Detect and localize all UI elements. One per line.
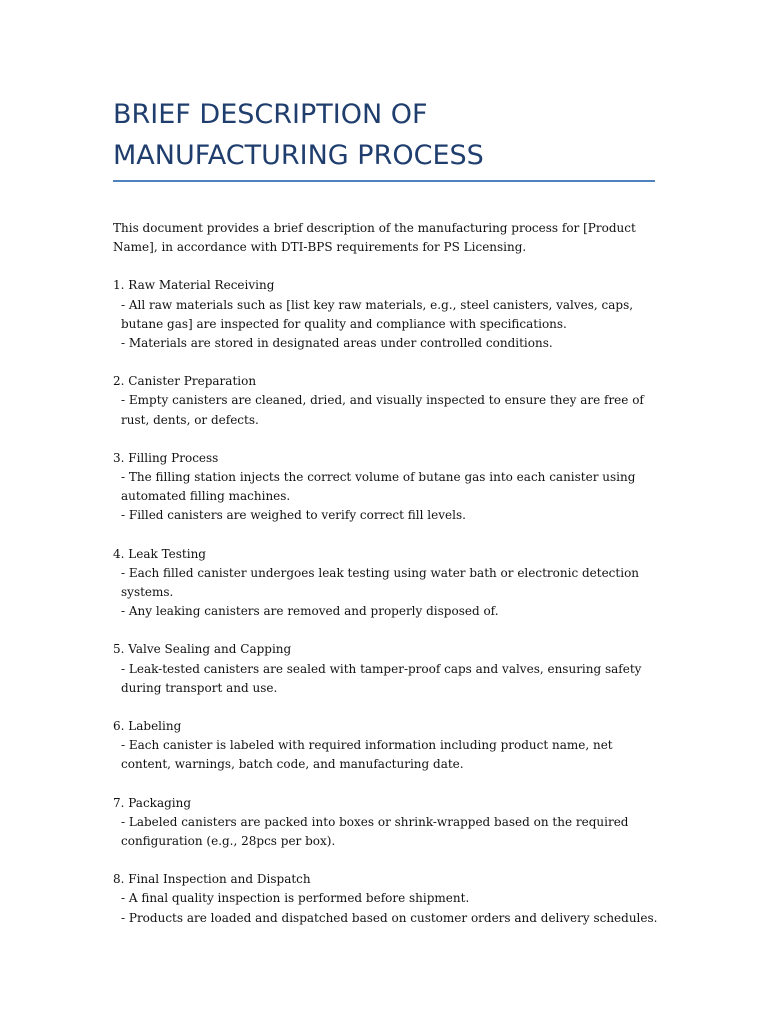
section-raw-material-receiving xyxy=(113,276,658,353)
section-item: - Materials are stored in designated areas under controlled conditions. xyxy=(121,336,553,351)
section-leak-testing xyxy=(113,545,658,622)
section-canister-preparation xyxy=(113,372,658,430)
intro-paragraph: This document provides a brief description of the manufacturing process for [Product Name], in accordance with DTI-BPS requirements for PS Licensing. xyxy=(113,221,636,255)
section-item: - A final quality inspection is performed before shipment. xyxy=(121,891,470,906)
section-item: - Leak-tested canisters are sealed with tamper-proof caps and valves, ensuring safety during transport and use. xyxy=(121,661,642,695)
section-item: - The filling station injects the correct volume of butane gas into each canister using automated filling machines. xyxy=(121,470,636,504)
section-heading: 6. Labeling xyxy=(113,719,182,734)
section-heading: 7. Packaging xyxy=(113,795,192,810)
title-line-2: MANUFACTURING PROCESS xyxy=(113,140,484,171)
section-item: - Labeled canisters are packed into boxes or shrink-wrapped based on the required configuration (e.g., 28pcs per box). xyxy=(121,814,629,849)
section-heading: 5. Valve Sealing and Capping xyxy=(113,642,292,657)
section-item: - Empty canisters are cleaned, dried, and visually inspected to ensure they are free of rust, dents, or defects. xyxy=(121,393,644,427)
section-item: - Products are loaded and dispatched based on customer orders and delivery schedules. xyxy=(121,910,658,925)
title-underline-divider xyxy=(113,180,655,182)
document-title xyxy=(113,94,673,176)
section-item: - Filled canisters are weighed to verify correct fill levels. xyxy=(121,508,466,523)
section-final-inspection-and-dispatch xyxy=(113,870,658,928)
section-item: - Each filled canister undergoes leak testing using water bath or electronic detection systems. xyxy=(121,565,640,600)
section-heading: 2. Canister Preparation xyxy=(113,374,257,389)
section-filling-process xyxy=(113,449,658,526)
section-heading: 3. Filling Process xyxy=(113,450,219,465)
section-packaging xyxy=(113,794,658,852)
section-heading: 8. Final Inspection and Dispatch xyxy=(113,872,311,887)
title-line-1: BRIEF DESCRIPTION OF xyxy=(113,99,428,130)
section-heading: 4. Leak Testing xyxy=(113,546,206,561)
section-item: - Any leaking canisters are removed and properly disposed of. xyxy=(121,604,499,619)
section-labeling xyxy=(113,717,658,775)
section-heading: 1. Raw Material Receiving xyxy=(113,278,275,293)
section-valve-sealing-and-capping xyxy=(113,640,658,698)
document-body xyxy=(113,219,658,947)
section-item: - All raw materials such as [list key raw materials, e.g., steel canisters, valves, caps, butane gas] are inspected for quality and compliance with specifications. xyxy=(121,297,634,331)
section-item: - Each canister is labeled with required information including product name, net content, warnings, batch code, and manufacturing date. xyxy=(121,738,613,772)
